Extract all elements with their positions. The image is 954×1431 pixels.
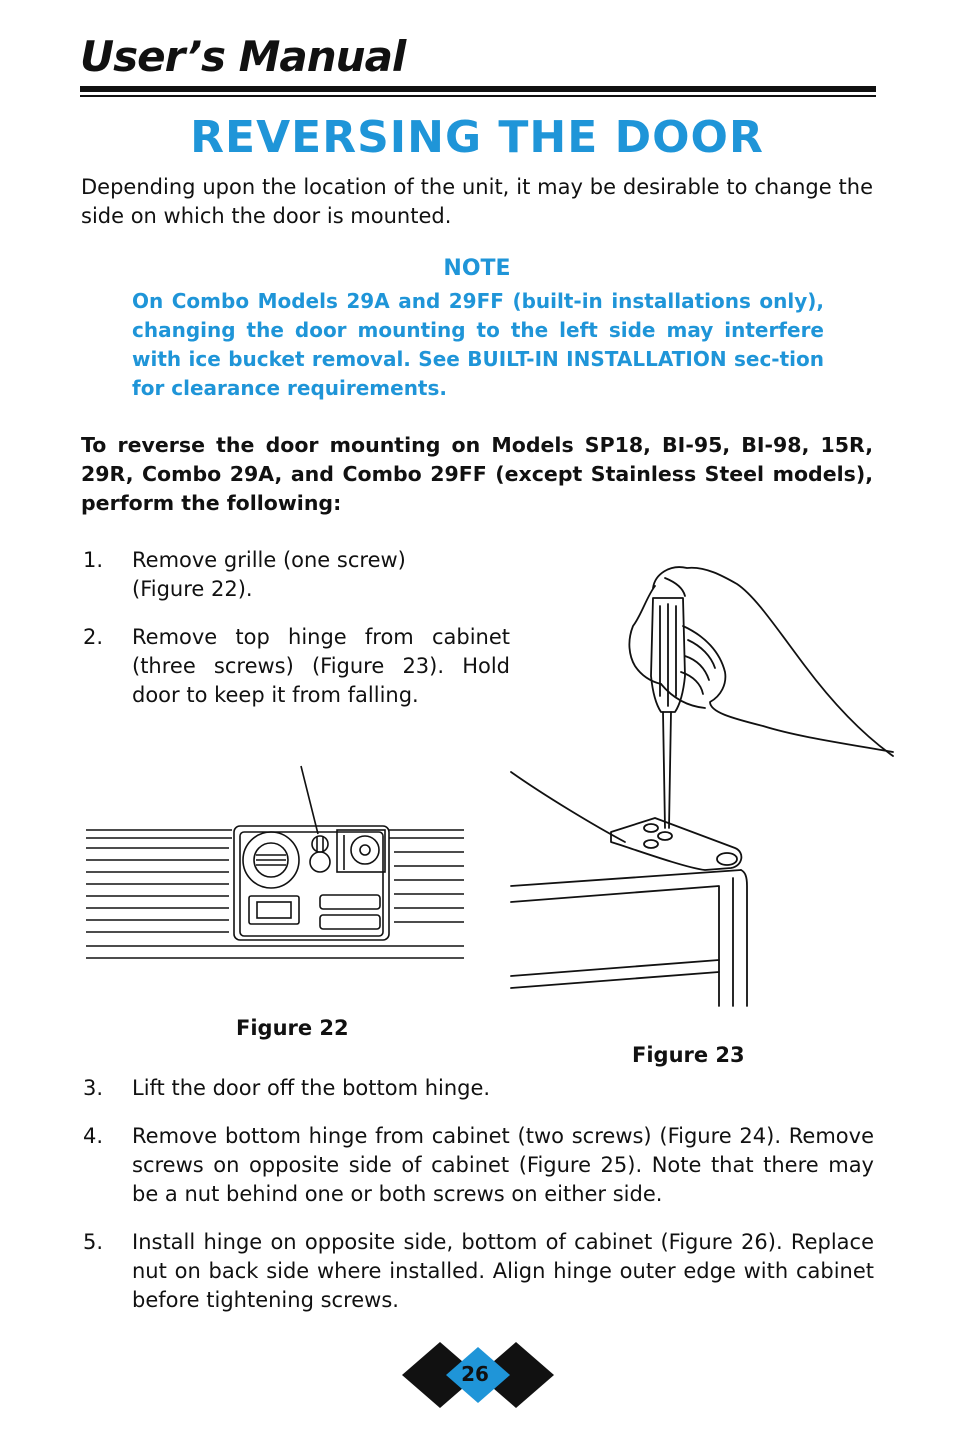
step-4-text: Remove bottom hinge from cabinet (two screws) (Figure 24). Remove screws on opposite side of cabinet (Figure 25). Note that there may be a nut behind one or both screws on either side. [132, 1124, 874, 1206]
step-5-text: Install hinge on opposite side, bottom of cabinet (Figure 26). Replace nut on back side where installed. Align hinge outer edge with cabinet before tightening screws. [132, 1230, 874, 1312]
note-body: On Combo Models 29A and 29FF (built-in installations only), changing the door mounting to the left side may interfere with ice bucket removal. See BUILT-IN INSTALLATION sec-tion for clearance requirements. [132, 289, 824, 400]
header-rule-thick [80, 86, 876, 92]
figure-22-caption: Figure 22 [236, 1016, 349, 1040]
step-2-number: 2. [83, 625, 104, 649]
figure-23-hinge-illustration [505, 556, 895, 1016]
step-4-number: 4. [83, 1124, 104, 1148]
step-5-number: 5. [83, 1230, 104, 1254]
section-title: REVERSING THE DOOR [190, 112, 764, 163]
step-3-text: Lift the door off the bottom hinge. [132, 1076, 491, 1100]
note-heading: NOTE [443, 256, 511, 281]
page-number: 26 [461, 1362, 489, 1386]
step-1-text: Remove grille (one screw) (Figure 22). [132, 548, 406, 601]
figure-22-grille-illustration [84, 760, 466, 965]
intro-paragraph: Depending upon the location of the unit, it may be desirable to change the side on which the door is mounted. [81, 175, 873, 228]
figure-23-caption: Figure 23 [632, 1043, 745, 1067]
manual-title: User’s Manual [80, 32, 406, 81]
step-2-text: Remove top hinge from cabinet (three screws) (Figure 23). Hold door to keep it from falling. [132, 625, 510, 707]
step-3-number: 3. [83, 1076, 104, 1100]
procedure-heading: To reverse the door mounting on Models SP18, BI-95, BI-98, 15R, 29R, Combo 29A, and Combo 29FF (except Stainless Steel models), perform the following: [81, 433, 873, 515]
header-rule-thin [80, 95, 876, 97]
step-1-number: 1. [83, 548, 104, 572]
